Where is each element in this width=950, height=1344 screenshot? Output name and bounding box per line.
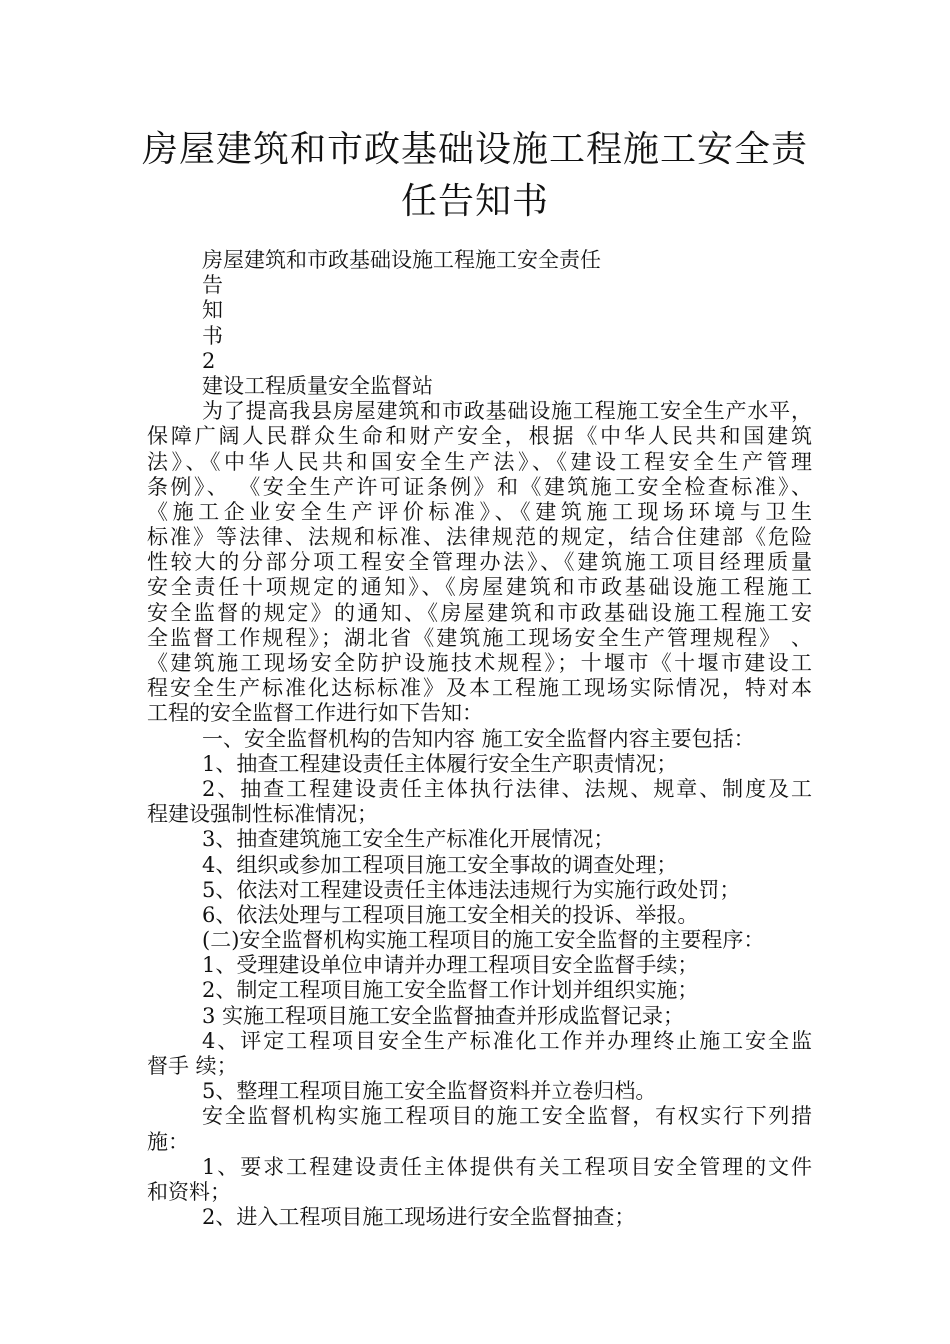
paragraph-line: 为了提高我县房屋建筑和市政基础设施工程施工安全生产水平， [202, 399, 812, 424]
document-title-line-1: 房屋建筑和市政基础设施工程施工安全责 [141, 129, 808, 170]
list-item: 3、抽查建筑施工安全生产标准化开展情况； [202, 827, 615, 852]
list-item: 2、抽查工程建设责任主体执行法律、法规、规章、制度及工 [202, 776, 812, 801]
section-heading-2: (二)安全监督机构实施工程项目的施工安全监督的主要程序： [202, 928, 765, 953]
list-item: 2、制定工程项目施工安全监督工作计划并组织实施； [202, 978, 699, 1003]
list-item: 6、依法处理与工程项目施工安全相关的投诉、举报。 [202, 902, 699, 927]
paragraph-line: 安全监督的规定》的通知、《房屋建筑和市政基础设施工程施工安 [147, 600, 812, 625]
list-item: 5、整理工程项目施工安全监督资料并立卷归档。 [202, 1079, 657, 1104]
list-item-continuation: 督手 续； [147, 1054, 238, 1078]
list-item: 1、抽查工程建设责任主体履行安全生产职责情况； [202, 751, 678, 776]
list-item: 1、受理建设单位申请并办理工程项目安全监督手续； [202, 953, 699, 978]
paragraph-line: 《施工企业安全生产评价标准》、《建筑施工现场环境与卫生 [147, 499, 812, 524]
subtitle-char-gao: 告 [202, 273, 223, 298]
list-item-continuation: 程建设强制性标准情况； [147, 802, 378, 827]
subtitle-line: 房屋建筑和市政基础设施工程施工安全责任 [202, 248, 601, 272]
paragraph-line: 保障广阔人民群众生命和财产安全，根据《中华人民共和国建筑 [147, 424, 812, 449]
subtitle-number: 2 [202, 348, 216, 373]
paragraph-line: 安全监督机构实施工程项目的施工安全监督，有权实行下列措 [202, 1104, 812, 1129]
paragraph-line: 工程的安全监督工作进行如下告知： [147, 701, 483, 726]
paragraph-line: 性较大的分部分项工程安全管理办法》、《建筑施工项目经理质量 [147, 550, 812, 575]
list-item: 1、要求工程建设责任主体提供有关工程项目安全管理的文件 [202, 1154, 812, 1179]
subtitle-char-zhi: 知 [202, 298, 223, 323]
paragraph-line: 《建筑施工现场安全防护设施技术规程》；十堰市《十堰市建设工 [147, 651, 812, 675]
document-body [147, 248, 812, 1230]
paragraph-line: 法》、《中华人民共和国安全生产法》、《建设工程安全生产管理 [147, 449, 812, 474]
list-item: 3 实施工程项目施工安全监督抽查并形成监督记录； [202, 1003, 685, 1028]
paragraph-line: 程安全生产标准化达标标准》及本工程施工现场实际情况，特对本 [147, 676, 812, 701]
paragraph-line: 条例》、 《安全生产许可证条例》和《建筑施工安全检查标准》、 [147, 474, 812, 499]
paragraph-line: 安全责任十项规定的通知》、《房屋建筑和市政基础设施工程施工 [147, 575, 812, 600]
subtitle-char-shu: 书 [202, 323, 223, 348]
list-item: 4、组织或参加工程项目施工安全事故的调查处理； [202, 852, 678, 877]
list-item: 2、进入工程项目施工现场进行安全监督抽查； [202, 1205, 636, 1230]
list-item-continuation: 和资料； [147, 1179, 231, 1204]
paragraph-line: 全监督工作规程》；湖北省《建筑施工现场安全生产管理规程》 、 [147, 625, 812, 650]
list-item: 4、评定工程项目安全生产标准化工作并办理终止施工安全监 [202, 1028, 812, 1053]
document-title-line-2: 任告知书 [400, 181, 549, 222]
section-heading-1: 一、安全监督机构的告知内容 施工安全监督内容主要包括： [202, 726, 755, 751]
list-item: 5、依法对工程建设责任主体违法违规行为实施行政处罚； [202, 877, 741, 902]
paragraph-line: 施： [147, 1129, 189, 1154]
paragraph-line: 标准》等法律、法规和标准、法律规范的规定，结合住建部《危险 [147, 525, 812, 550]
issuer-name: 建设工程质量安全监督站 [202, 373, 433, 398]
